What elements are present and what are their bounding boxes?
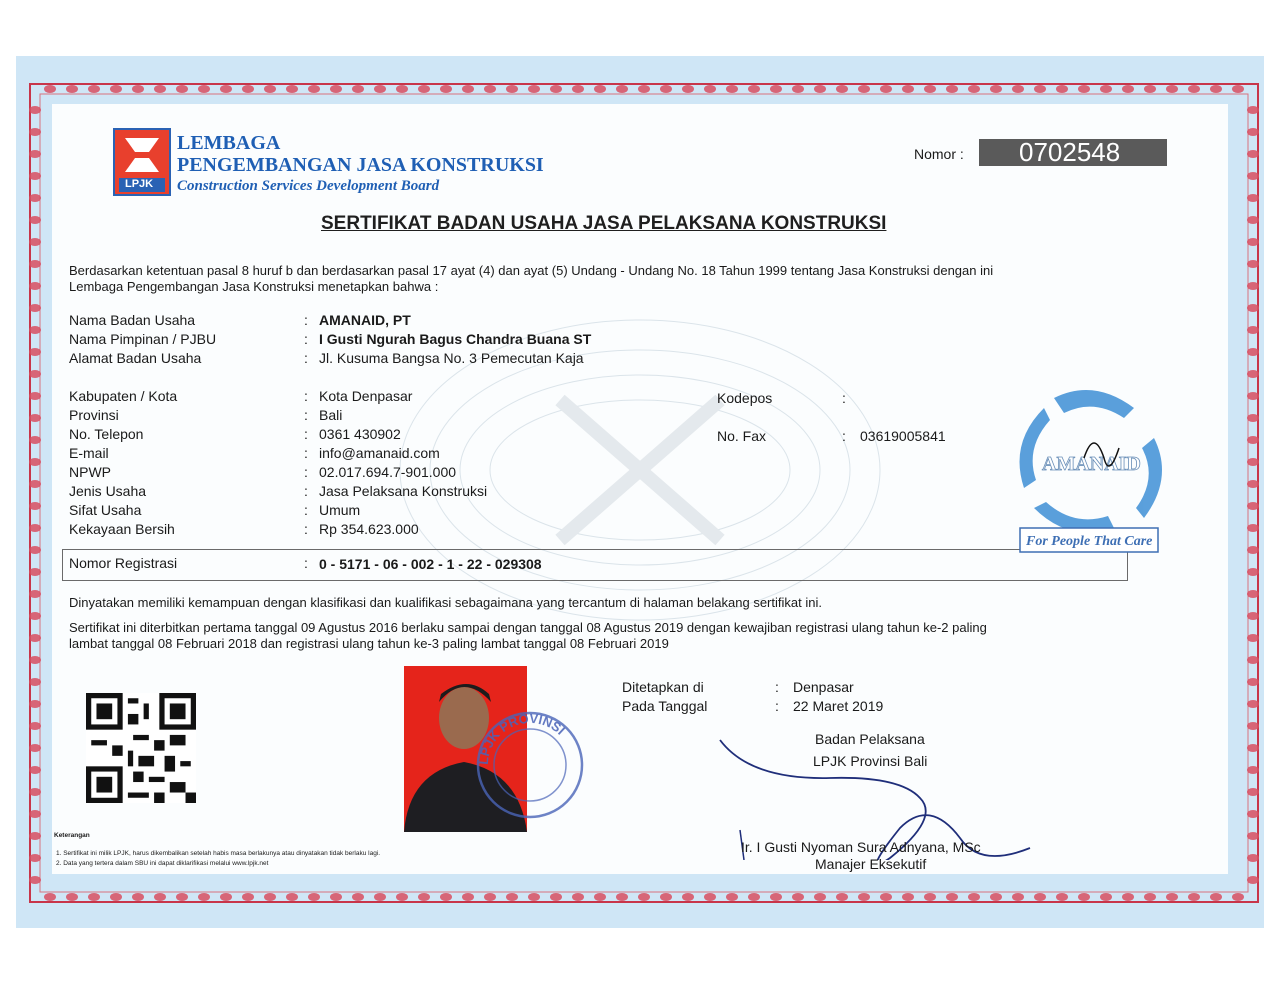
border-chain-link <box>29 524 41 532</box>
label-jenis: Jenis Usaha <box>69 483 147 499</box>
border-chain-link <box>1100 893 1112 901</box>
note-item-2: 2. Data yang tertera dalam SBU ini dapat diklarifikasi melalui www.lpjk.net <box>56 860 269 867</box>
border-chain-link <box>572 893 584 901</box>
border-chain-link <box>1247 128 1259 136</box>
border-chain-link <box>726 893 738 901</box>
border-chain-link <box>770 85 782 93</box>
border-chain-link <box>29 502 41 510</box>
border-chain-link <box>968 85 980 93</box>
label-alamat: Alamat Badan Usaha <box>69 350 202 366</box>
border-chain-link <box>29 348 41 356</box>
value-fax: 03619005841 <box>860 428 946 444</box>
border-chain-link <box>110 85 122 93</box>
signer-name: Ir. I Gusti Nyoman Sura Adnyana, MSc <box>741 839 981 855</box>
border-chain-link <box>1034 893 1046 901</box>
label-email: E-mail <box>69 445 109 461</box>
border-chain-link <box>1247 722 1259 730</box>
border-chain-link <box>1188 85 1200 93</box>
border-chain-link <box>132 85 144 93</box>
nomor-value: 0702548 <box>1019 137 1121 167</box>
border-chain-link <box>506 85 518 93</box>
border-chain-link <box>1247 766 1259 774</box>
border-chain-link <box>550 85 562 93</box>
label-ditetapkan: Ditetapkan di <box>622 679 704 695</box>
border-chain-link <box>1247 326 1259 334</box>
border-chain-link <box>1247 348 1259 356</box>
signer-title: Manajer Eksekutif <box>815 856 927 872</box>
border-chain-link <box>1210 85 1222 93</box>
colon: : <box>304 426 308 442</box>
border-chain-link <box>1247 546 1259 554</box>
label-nama-badan: Nama Badan Usaha <box>69 312 196 328</box>
border-chain-link <box>220 893 232 901</box>
border-chain-link <box>660 85 672 93</box>
border-chain-link <box>88 85 100 93</box>
border-chain-link <box>968 893 980 901</box>
border-chain-link <box>594 85 606 93</box>
border-chain-link <box>29 216 41 224</box>
border-chain-link <box>44 85 56 93</box>
border-chain-link <box>682 85 694 93</box>
border-chain-link <box>880 85 892 93</box>
border-chain-link <box>374 85 386 93</box>
border-chain-link <box>638 85 650 93</box>
border-chain-link <box>1247 634 1259 642</box>
border-chain-link <box>110 893 122 901</box>
border-chain-link <box>242 893 254 901</box>
lpjk-stamp <box>470 705 590 825</box>
value-alamat: Jl. Kusuma Bangsa No. 3 Pemecutan Kaja <box>319 350 584 366</box>
value-sifat: Umum <box>319 502 361 518</box>
border-chain-link <box>1210 893 1222 901</box>
border-chain-link <box>748 893 760 901</box>
border-chain-link <box>418 893 430 901</box>
border-chain-link <box>1247 524 1259 532</box>
intro-line2: Lembaga Pengembangan Jasa Konstruksi menetapkan bahwa : <box>69 279 439 294</box>
border-chain-link <box>1247 370 1259 378</box>
value-npwp: 02.017.694.7-901.000 <box>319 464 457 480</box>
border-chain-link <box>814 893 826 901</box>
border-chain-link <box>29 832 41 840</box>
value-email: info@amanaid.com <box>319 445 440 461</box>
border-chain-link <box>1247 678 1259 686</box>
border-chain-link <box>462 85 474 93</box>
border-chain-link <box>770 893 782 901</box>
label-sifat: Sifat Usaha <box>69 502 142 518</box>
notes-heading: Keterangan <box>54 832 90 839</box>
border-chain-link <box>29 700 41 708</box>
value-registrasi: 0 - 5171 - 06 - 002 - 1 - 22 - 029308 <box>319 556 542 572</box>
note-item-1: 1. Sertifikat ini milik LPJK, harus dikembalikan setelah habis masa berlakunya atau dinyatakan tidak berlaku lagi. <box>56 850 381 857</box>
border-chain-link <box>528 893 540 901</box>
amanaid-logo-icon <box>1014 378 1174 558</box>
org-name-line1: LEMBAGA <box>177 132 281 154</box>
label-fax: No. Fax <box>717 428 767 444</box>
colon: : <box>304 407 308 423</box>
border-chain-link <box>29 436 41 444</box>
border-chain-link <box>29 326 41 334</box>
border-chain-link <box>330 893 342 901</box>
colon: : <box>304 350 308 366</box>
border-chain-link <box>1247 282 1259 290</box>
border-chain-link <box>528 85 540 93</box>
border-chain-link <box>440 893 452 901</box>
colon: : <box>304 464 308 480</box>
border-chain-link <box>1247 656 1259 664</box>
border-chain-link <box>1012 85 1024 93</box>
border-chain-link <box>29 744 41 752</box>
border-chain-link <box>1144 893 1156 901</box>
border-chain-link <box>29 106 41 114</box>
statement-validity-line2: lambat tanggal 08 Februari 2018 dan registrasi ulang tahun ke-3 paling lambat tanggal 08 Februari 2019 <box>69 636 669 651</box>
border-chain-link <box>66 85 78 93</box>
logo-text: LPJK <box>125 178 154 190</box>
colon: : <box>842 390 846 406</box>
border-chain-link <box>29 150 41 158</box>
border-chain-link <box>29 634 41 642</box>
border-chain-link <box>506 893 518 901</box>
border-chain-link <box>1247 414 1259 422</box>
border-chain-link <box>29 612 41 620</box>
border-chain-link <box>704 893 716 901</box>
border-chain-link <box>638 893 650 901</box>
colon: : <box>842 428 846 444</box>
border-chain-link <box>616 893 628 901</box>
border-chain-link <box>1078 893 1090 901</box>
border-chain-link <box>858 85 870 93</box>
border-chain-link <box>836 85 848 93</box>
label-npwp: NPWP <box>69 464 111 480</box>
border-chain-link <box>286 893 298 901</box>
label-registrasi: Nomor Registrasi <box>69 555 178 571</box>
border-chain-link <box>484 893 496 901</box>
border-chain-link <box>1247 744 1259 752</box>
border-chain-link <box>1247 612 1259 620</box>
border-chain-link <box>29 392 41 400</box>
nomor-label: Nomor : <box>914 146 964 162</box>
amanaid-logo-name: AMANAID <box>1042 453 1141 475</box>
border-chain-link <box>1078 85 1090 93</box>
border-chain-link <box>814 85 826 93</box>
border-chain-link <box>29 590 41 598</box>
statement-validity-line1: Sertifikat ini diterbitkan pertama tanggal 09 Agustus 2016 berlaku sampai dengan tanggal 08 Agustus 2019 dengan kewajiban registrasi ulang tahun ke-2 paling <box>69 620 987 635</box>
border-chain-link <box>550 893 562 901</box>
border-chain-link <box>29 854 41 862</box>
border-chain-link <box>990 85 1002 93</box>
certificate-title: SERTIFIKAT BADAN USAHA JASA PELAKSANA KONSTRUKSI <box>321 213 887 234</box>
colon: : <box>304 331 308 347</box>
border-chain-link <box>29 766 41 774</box>
border-chain-link <box>29 678 41 686</box>
border-chain-link <box>1100 85 1112 93</box>
colon: : <box>304 555 308 571</box>
border-chain-link <box>29 238 41 246</box>
border-chain-link <box>902 893 914 901</box>
border-chain-link <box>858 893 870 901</box>
border-chain-link <box>29 172 41 180</box>
border-chain-link <box>1247 150 1259 158</box>
border-chain-link <box>1247 480 1259 488</box>
border-chain-link <box>1232 85 1244 93</box>
border-chain-link <box>29 546 41 554</box>
label-kabupaten: Kabupaten / Kota <box>69 388 178 404</box>
registration-box <box>62 549 1128 581</box>
border-chain-link <box>1247 436 1259 444</box>
border-chain-link <box>1247 700 1259 708</box>
border-chain-link <box>374 893 386 901</box>
colon: : <box>304 502 308 518</box>
border-chain-link <box>1122 893 1134 901</box>
border-chain-link <box>1247 304 1259 312</box>
border-chain-link <box>330 85 342 93</box>
statement-kemampuan: Dinyatakan memiliki kemampuan dengan klasifikasi dan kualifikasi sebagaimana yang tercantum di halaman belakang sertifikat ini. <box>69 595 822 610</box>
border-chain-link <box>1166 85 1178 93</box>
border-chain-link <box>242 85 254 93</box>
org-name-line2: PENGEMBANGAN JASA KONSTRUKSI <box>177 154 544 176</box>
border-chain-link <box>308 85 320 93</box>
border-chain-link <box>1247 458 1259 466</box>
value-telepon: 0361 430902 <box>319 426 401 442</box>
colon: : <box>304 521 308 537</box>
border-chain-link <box>88 893 100 901</box>
border-chain-link <box>924 893 936 901</box>
border-chain-link <box>1247 194 1259 202</box>
border-chain-link <box>176 893 188 901</box>
border-chain-link <box>1166 893 1178 901</box>
border-chain-link <box>29 370 41 378</box>
border-chain-link <box>29 128 41 136</box>
border-chain-link <box>198 893 210 901</box>
border-chain-link <box>264 85 276 93</box>
border-chain-link <box>792 85 804 93</box>
border-chain-link <box>396 85 408 93</box>
border-chain-link <box>220 85 232 93</box>
border-chain-link <box>484 85 496 93</box>
value-ditetapkan: Denpasar <box>793 679 854 695</box>
border-chain-link <box>154 893 166 901</box>
amanaid-logo-tagline: For People That Care <box>1026 534 1153 549</box>
border-chain-link <box>29 656 41 664</box>
border-chain-link <box>1247 392 1259 400</box>
qr-code-icon <box>86 692 196 804</box>
border-chain-link <box>440 85 452 93</box>
border-chain-link <box>198 85 210 93</box>
colon: : <box>775 698 779 714</box>
border-chain-link <box>44 893 56 901</box>
border-chain-link <box>462 893 474 901</box>
border-chain-link <box>836 893 848 901</box>
border-chain-link <box>1247 810 1259 818</box>
border-chain-link <box>1247 106 1259 114</box>
colon: : <box>304 483 308 499</box>
border-chain-link <box>286 85 298 93</box>
border-chain-link <box>29 282 41 290</box>
border-chain-link <box>660 893 672 901</box>
border-chain-link <box>352 85 364 93</box>
colon: : <box>304 388 308 404</box>
border-chain-link <box>154 85 166 93</box>
colon: : <box>775 679 779 695</box>
border-chain-link <box>29 568 41 576</box>
border-chain-link <box>29 722 41 730</box>
border-chain-link <box>1247 832 1259 840</box>
border-chain-link <box>924 85 936 93</box>
border-chain-link <box>1034 85 1046 93</box>
value-pimpinan: I Gusti Ngurah Bagus Chandra Buana ST <box>319 331 592 347</box>
border-chain-link <box>594 893 606 901</box>
badan-pelaksana: Badan Pelaksana <box>815 731 925 747</box>
border-chain-link <box>418 85 430 93</box>
value-jenis: Jasa Pelaksana Konstruksi <box>319 483 488 499</box>
label-telepon: No. Telepon <box>69 426 144 442</box>
border-chain-link <box>946 893 958 901</box>
value-provinsi: Bali <box>319 407 343 423</box>
border-chain-link <box>176 85 188 93</box>
border-chain-link <box>572 85 584 93</box>
intro-line1: Berdasarkan ketentuan pasal 8 huruf b dan berdasarkan pasal 17 ayat (4) dan ayat (5) Undang - Undang No. 18 Tahun 1999 tentang Jasa Konstruksi dengan ini <box>69 263 994 278</box>
border-chain-link <box>29 194 41 202</box>
border-chain-link <box>1247 876 1259 884</box>
border-chain-link <box>352 893 364 901</box>
value-kabupaten: Kota Denpasar <box>319 388 413 404</box>
value-kekayaan: Rp 354.623.000 <box>319 521 419 537</box>
border-chain-link <box>29 414 41 422</box>
border-chain-link <box>1247 502 1259 510</box>
border-chain-link <box>1247 788 1259 796</box>
stamp-text: LPJK PROVINSI <box>475 710 569 766</box>
border-chain-link <box>990 893 1002 901</box>
border-chain-link <box>902 85 914 93</box>
border-chain-link <box>946 85 958 93</box>
border-chain-link <box>704 85 716 93</box>
border-chain-link <box>66 893 78 901</box>
border-chain-link <box>1247 238 1259 246</box>
border-chain-link <box>29 788 41 796</box>
lpjk-logo <box>113 128 171 196</box>
border-chain-link <box>616 85 628 93</box>
border-chain-link <box>1122 85 1134 93</box>
border-chain-link <box>29 260 41 268</box>
border-chain-link <box>682 893 694 901</box>
value-tanggal: 22 Maret 2019 <box>793 698 884 714</box>
label-tanggal: Pada Tanggal <box>622 698 708 714</box>
label-provinsi: Provinsi <box>69 407 119 423</box>
border-chain-link <box>1188 893 1200 901</box>
border-chain-link <box>132 893 144 901</box>
lpjk-provinsi: LPJK Provinsi Bali <box>813 753 928 769</box>
org-name-english: Construction Services Development Board <box>177 178 440 194</box>
border-chain-link <box>1056 893 1068 901</box>
border-chain-link <box>1056 85 1068 93</box>
border-chain-link <box>396 893 408 901</box>
colon: : <box>304 445 308 461</box>
border-chain-link <box>29 876 41 884</box>
colon: : <box>304 312 308 328</box>
border-chain-link <box>29 458 41 466</box>
border-chain-link <box>308 893 320 901</box>
border-chain-link <box>264 893 276 901</box>
label-pimpinan: Nama Pimpinan / PJBU <box>69 331 217 347</box>
border-chain-link <box>1247 216 1259 224</box>
border-chain-link <box>1012 893 1024 901</box>
border-chain-link <box>748 85 760 93</box>
border-chain-link <box>1247 260 1259 268</box>
border-chain-link <box>726 85 738 93</box>
border-chain-link <box>1247 568 1259 576</box>
border-chain-link <box>29 304 41 312</box>
border-chain-link <box>1247 854 1259 862</box>
border-chain-link <box>1144 85 1156 93</box>
border-chain-link <box>1232 893 1244 901</box>
value-nama-badan: AMANAID, PT <box>319 312 411 328</box>
border-chain-link <box>29 480 41 488</box>
border-chain-link <box>880 893 892 901</box>
border-chain-link <box>1247 590 1259 598</box>
border-chain-link <box>29 810 41 818</box>
border-chain-link <box>792 893 804 901</box>
border-chain-link <box>1247 172 1259 180</box>
label-kodepos: Kodepos <box>717 390 773 406</box>
label-kekayaan: Kekayaan Bersih <box>69 521 175 537</box>
